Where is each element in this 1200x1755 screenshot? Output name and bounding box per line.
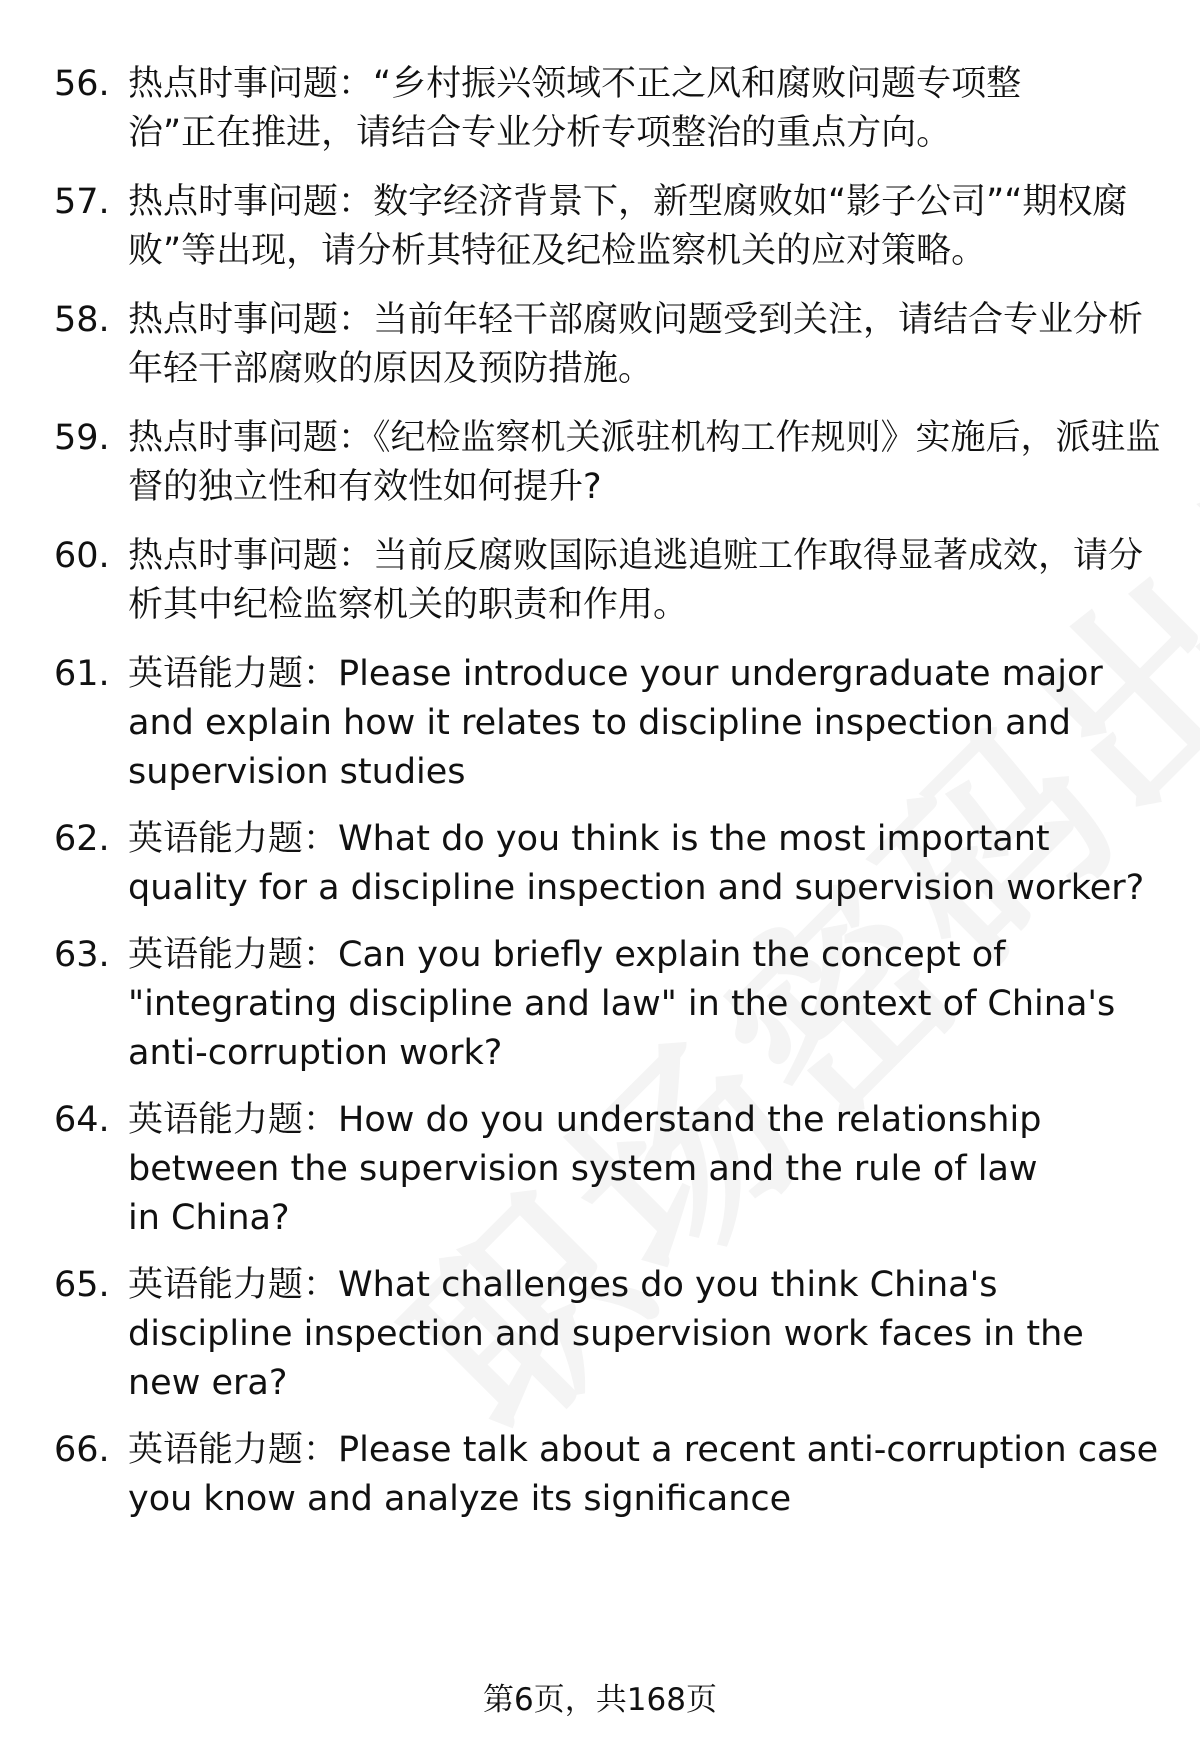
question-body: Please talk about a recent anti-corruption case you know and analyze its significance [128,1430,1159,1519]
question-list [54,60,1164,1524]
question-body: What challenges do you think China's discipline inspection and supervision work faces in the new era? [128,1265,1084,1403]
question-body: 当前年轻干部腐败问题受到关注，请结合专业分析年轻干部腐败的原因及预防措施。 [128,300,1144,389]
question-category: 热点时事问题： [128,300,374,340]
question-body: 数字经济背景下，新型腐败如“影子公司”“期权腐败”等出现，请分析其特征及纪检监察机关的应对策略。 [128,182,1128,271]
question-number: 62. [54,819,110,859]
question-item [54,931,1164,1078]
question-category: 英语能力题： [128,1430,339,1470]
question-body: 当前反腐败国际追逃追赃工作取得显著成效，请分析其中纪检监察机关的职责和作用。 [128,536,1144,625]
question-category: 英语能力题： [128,654,339,694]
question-category: 英语能力题： [128,935,339,975]
question-item [54,815,1164,913]
question-body: 《纪检监察机关派驻机构工作规则》实施后，派驻监督的独立性和有效性如何提升? [128,418,1161,507]
question-text [128,650,1128,797]
question-item [54,650,1164,797]
question-item [54,1261,1164,1408]
page-footer: 第6页，共168页 [483,1682,717,1718]
question-number: 63. [54,935,110,975]
question-number: 60. [54,536,110,576]
question-text [128,1426,1164,1524]
question-number: 65. [54,1265,110,1305]
question-body: Please introduce your undergraduate major and explain how it relates to discipline inspection and supervision studies [128,654,1103,792]
question-number: 57. [54,182,110,222]
question-number: 56. [54,64,110,104]
question-category: 热点时事问题： [128,536,374,576]
question-body: How do you understand the relationship between the supervision system and the rule of law in China? [128,1100,1042,1238]
question-body: Can you briefly explain the concept of "integrating discipline and law" in the context of China's anti-corruption work? [128,935,1116,1073]
question-text [128,60,1058,158]
question-text [128,178,1164,276]
question-category: 英语能力题： [128,819,339,859]
question-item [54,178,1164,276]
question-item [54,1096,1164,1243]
question-number: 64. [54,1100,110,1140]
question-item [54,532,1164,630]
question-number: 61. [54,654,110,694]
question-category: 热点时事问题： [128,64,374,104]
question-number: 66. [54,1430,110,1470]
question-category: 热点时事问题： [128,418,374,458]
question-item [54,296,1164,394]
question-text [128,815,1164,913]
question-text [128,931,1164,1078]
question-category: 英语能力题： [128,1265,339,1305]
question-item [54,414,1164,512]
question-number: 58. [54,300,110,340]
question-text [128,1096,1078,1243]
question-text [128,296,1164,394]
question-body: What do you think is the most important quality for a discipline inspection and supervision worker? [128,819,1145,908]
question-body: “乡村振兴领域不正之风和腐败问题专项整治”正在推进，请结合专业分析专项整治的重点方向。 [128,64,1022,153]
question-text [128,414,1164,512]
question-number: 59. [54,418,110,458]
question-text [128,1261,1164,1408]
question-category: 英语能力题： [128,1100,339,1140]
question-item [54,60,1164,158]
question-text [128,532,1164,630]
question-category: 热点时事问题： [128,182,374,222]
question-item [54,1426,1164,1524]
